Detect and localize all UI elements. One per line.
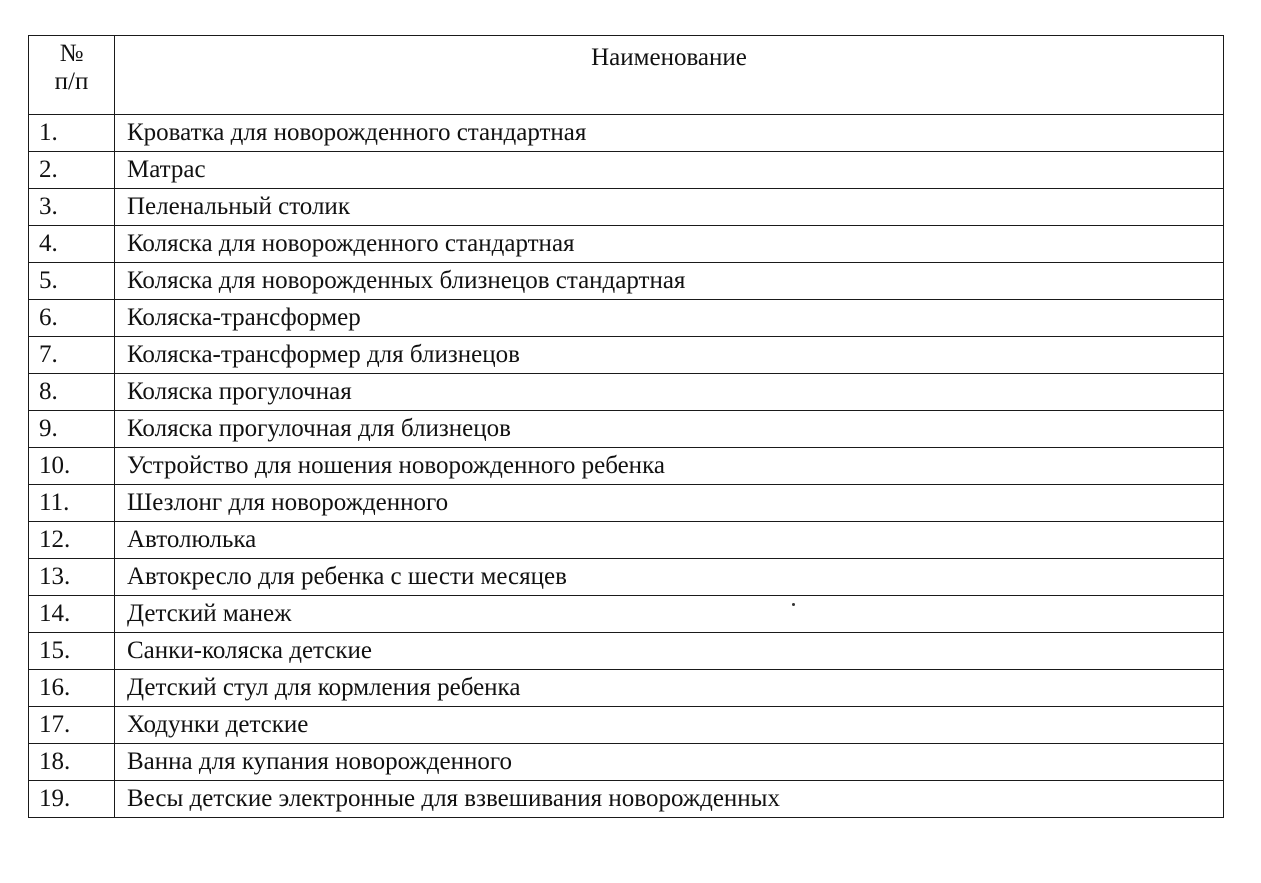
table-row — [29, 226, 1224, 263]
row-item-name: Ванна для купания новорожденного — [115, 744, 1224, 781]
scan-speck — [792, 603, 795, 606]
table-body — [29, 115, 1224, 818]
row-item-name: Матрас — [115, 152, 1224, 189]
table-row — [29, 744, 1224, 781]
table-row — [29, 670, 1224, 707]
row-number: 9. — [29, 411, 115, 448]
row-number: 8. — [29, 374, 115, 411]
table-row — [29, 300, 1224, 337]
row-item-name: Коляска-трансформер — [115, 300, 1224, 337]
row-number: 2. — [29, 152, 115, 189]
number-column-header — [29, 36, 115, 115]
table-row — [29, 448, 1224, 485]
number-header-symbol: № — [59, 40, 84, 67]
items-table — [28, 35, 1224, 818]
table-row — [29, 781, 1224, 818]
row-number: 18. — [29, 744, 115, 781]
table-row — [29, 596, 1224, 633]
table-row — [29, 485, 1224, 522]
row-number: 13. — [29, 559, 115, 596]
row-item-name: Кроватка для новорожденного стандартная — [115, 115, 1224, 152]
table-row — [29, 263, 1224, 300]
table-row — [29, 152, 1224, 189]
row-number: 5. — [29, 263, 115, 300]
row-item-name: Весы детские электронные для взвешивания новорожденных — [115, 781, 1224, 818]
row-item-name: Детский манеж — [115, 596, 1224, 633]
table-header — [29, 36, 1224, 115]
row-number: 19. — [29, 781, 115, 818]
row-item-name: Автолюлька — [115, 522, 1224, 559]
row-number: 10. — [29, 448, 115, 485]
table-row — [29, 559, 1224, 596]
row-item-name: Детский стул для кормления ребенка — [115, 670, 1224, 707]
table-row — [29, 411, 1224, 448]
table-row — [29, 115, 1224, 152]
row-number: 12. — [29, 522, 115, 559]
row-number: 4. — [29, 226, 115, 263]
row-item-name: Коляска для новорожденных близнецов стандартная — [115, 263, 1224, 300]
row-number: 17. — [29, 707, 115, 744]
row-item-name: Шезлонг для новорожденного — [115, 485, 1224, 522]
row-number: 3. — [29, 189, 115, 226]
row-number: 16. — [29, 670, 115, 707]
row-item-name: Устройство для ношения новорожденного ребенка — [115, 448, 1224, 485]
name-column-header: Наименование — [115, 36, 1224, 115]
row-item-name: Коляска прогулочная для близнецов — [115, 411, 1224, 448]
row-number: 11. — [29, 485, 115, 522]
row-item-name: Ходунки детские — [115, 707, 1224, 744]
row-item-name: Санки-коляска детские — [115, 633, 1224, 670]
table-row — [29, 337, 1224, 374]
table-row — [29, 374, 1224, 411]
row-item-name: Автокресло для ребенка с шести месяцев — [115, 559, 1224, 596]
row-number: 7. — [29, 337, 115, 374]
row-item-name: Коляска для новорожденного стандартная — [115, 226, 1224, 263]
table-row — [29, 707, 1224, 744]
table-row — [29, 522, 1224, 559]
table-row — [29, 189, 1224, 226]
header-row — [29, 36, 1224, 115]
row-number: 15. — [29, 633, 115, 670]
number-header-abbrev: п/п — [54, 67, 89, 95]
row-number: 6. — [29, 300, 115, 337]
row-item-name: Коляска прогулочная — [115, 374, 1224, 411]
row-item-name: Пеленальный столик — [115, 189, 1224, 226]
table-row — [29, 633, 1224, 670]
row-number: 14. — [29, 596, 115, 633]
row-number: 1. — [29, 115, 115, 152]
row-item-name: Коляска-трансформер для близнецов — [115, 337, 1224, 374]
